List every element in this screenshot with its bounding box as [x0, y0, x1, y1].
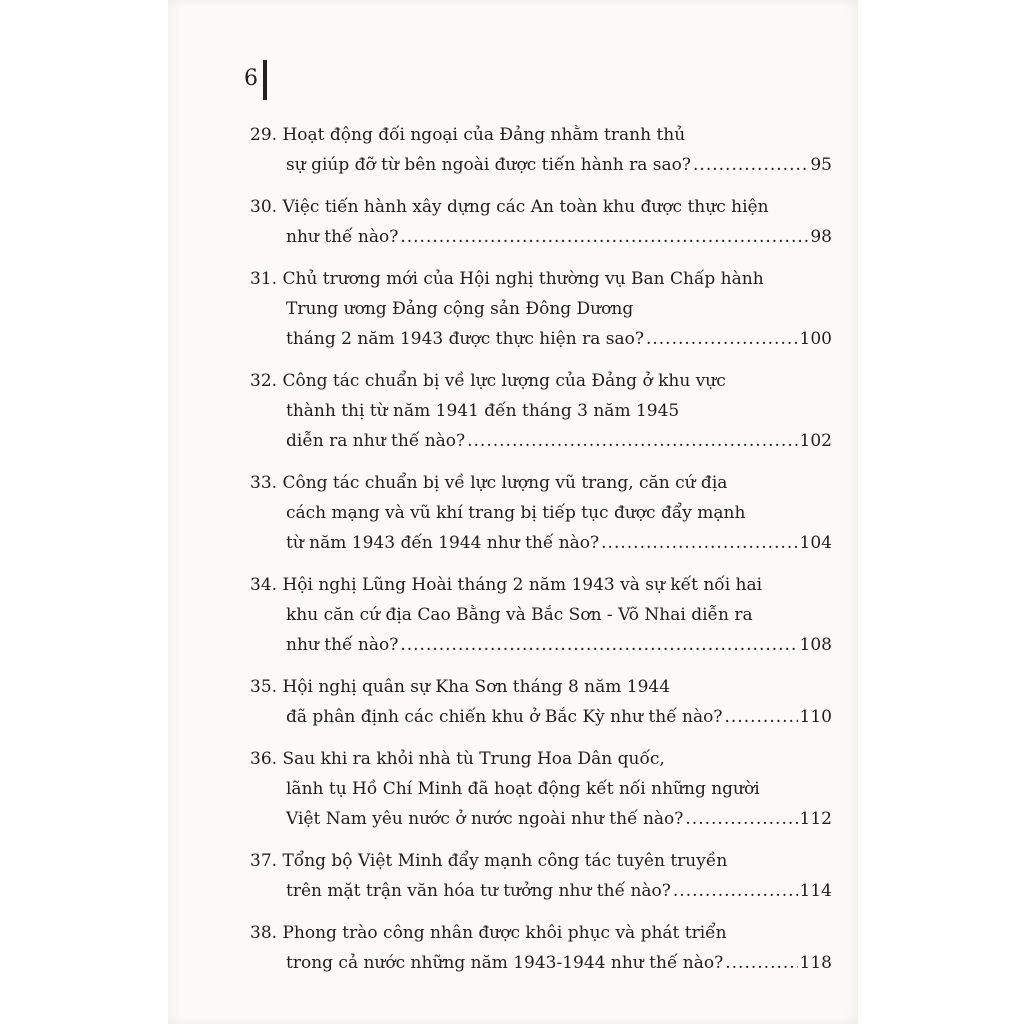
- header-rule: [263, 60, 267, 100]
- entry-title-line: diễn ra như thế nào?: [286, 431, 466, 451]
- toc-entry[interactable]: [250, 468, 832, 558]
- entry-number: 30.: [250, 197, 278, 217]
- entry-number: 33.: [250, 473, 278, 493]
- entry-title-line: khu căn cứ địa Cao Bằng và Bắc Sơn - Võ Nhai diễn ra: [286, 605, 753, 625]
- dot-leader: [646, 324, 798, 354]
- entry-number: 29.: [250, 125, 278, 145]
- entry-page-number: 95: [810, 155, 832, 175]
- entry-title-line: sự giúp đỡ từ bên ngoài được tiến hành ra sao?: [286, 155, 692, 175]
- entry-title-line: đã phân định các chiến khu ở Bắc Kỳ như thế nào?: [286, 707, 723, 727]
- entry-title-line: tháng 2 năm 1943 được thực hiện ra sao?: [286, 329, 644, 349]
- entry-number: 37.: [250, 851, 278, 871]
- toc-entry[interactable]: [250, 192, 832, 252]
- entry-title-line: thành thị từ năm 1941 đến tháng 3 năm 1945: [286, 401, 680, 421]
- entry-title-line: Hoạt động đối ngoại của Đảng nhằm tranh thủ: [282, 125, 686, 145]
- entry-title-line: Hội nghị Lũng Hoài tháng 2 năm 1943 và sự kết nối hai: [282, 575, 763, 595]
- entry-title-line: trong cả nước những năm 1943-1944 như thế nào?: [286, 953, 724, 973]
- entry-title-line: lãnh tụ Hồ Chí Minh đã hoạt động kết nối những người: [286, 779, 760, 799]
- entry-number: 38.: [250, 923, 278, 943]
- entry-page-number: 100: [799, 329, 832, 349]
- table-of-contents: [250, 120, 832, 990]
- entry-title-line: Việt Nam yêu nước ở nước ngoài như thế nào?: [286, 809, 684, 829]
- dot-leader: [725, 702, 798, 732]
- toc-entry[interactable]: [250, 846, 832, 906]
- entry-title-line: từ năm 1943 đến 1944 như thế nào?: [286, 533, 600, 553]
- entry-title-line: như thế nào?: [286, 227, 399, 247]
- dot-leader: [693, 150, 808, 180]
- entry-title-line: Phong trào công nhân được khôi phục và phát triển: [282, 923, 727, 943]
- entry-title-line: Hội nghị quân sự Kha Sơn tháng 8 năm 1944: [282, 677, 671, 697]
- entry-page-number: 118: [799, 953, 832, 973]
- entry-title-line: như thế nào?: [286, 635, 399, 655]
- entry-page-number: 112: [799, 809, 832, 829]
- entry-page-number: 108: [799, 635, 832, 655]
- dot-leader: [467, 426, 797, 456]
- page-number: 6: [244, 66, 258, 91]
- entry-page-number: 104: [799, 533, 832, 553]
- entry-page-number: 98: [810, 227, 832, 247]
- toc-entry[interactable]: [250, 366, 832, 456]
- toc-entry[interactable]: [250, 744, 832, 834]
- entry-number: 32.: [250, 371, 278, 391]
- toc-entry[interactable]: [250, 570, 832, 660]
- entry-number: 36.: [250, 749, 278, 769]
- entry-number: 31.: [250, 269, 278, 289]
- entry-title-line: Việc tiến hành xây dựng các An toàn khu được thực hiện: [282, 197, 769, 217]
- entry-page-number: 102: [799, 431, 832, 451]
- entry-page-number: 114: [799, 881, 832, 901]
- entry-number: 34.: [250, 575, 278, 595]
- dot-leader: [725, 948, 797, 978]
- dot-leader: [673, 876, 798, 906]
- toc-entry[interactable]: [250, 120, 832, 180]
- entry-title-line: cách mạng và vũ khí trang bị tiếp tục được đẩy mạnh: [286, 503, 746, 523]
- entry-number: 35.: [250, 677, 278, 697]
- entry-page-number: 110: [799, 707, 832, 727]
- entry-title-line: Chủ trương mới của Hội nghị thường vụ Ban Chấp hành: [282, 269, 764, 289]
- toc-entry[interactable]: [250, 918, 832, 978]
- entry-title-line: Tổng bộ Việt Minh đẩy mạnh công tác tuyên truyền: [282, 851, 728, 871]
- toc-entry[interactable]: [250, 264, 832, 354]
- toc-entry[interactable]: [250, 672, 832, 732]
- dot-leader: [601, 528, 797, 558]
- entry-title-line: Trung ương Đảng cộng sản Đông Dương: [286, 299, 634, 319]
- entry-title-line: Sau khi ra khỏi nhà tù Trung Hoa Dân quốc,: [282, 749, 665, 769]
- entry-title-line: Công tác chuẩn bị về lực lượng vũ trang, căn cứ địa: [282, 473, 728, 493]
- dot-leader: [400, 630, 797, 660]
- dot-leader: [400, 222, 808, 252]
- entry-title-line: Công tác chuẩn bị về lực lượng của Đảng ở khu vực: [282, 371, 726, 391]
- dot-leader: [685, 804, 797, 834]
- entry-title-line: trên mặt trận văn hóa tư tưởng như thế nào?: [286, 881, 671, 901]
